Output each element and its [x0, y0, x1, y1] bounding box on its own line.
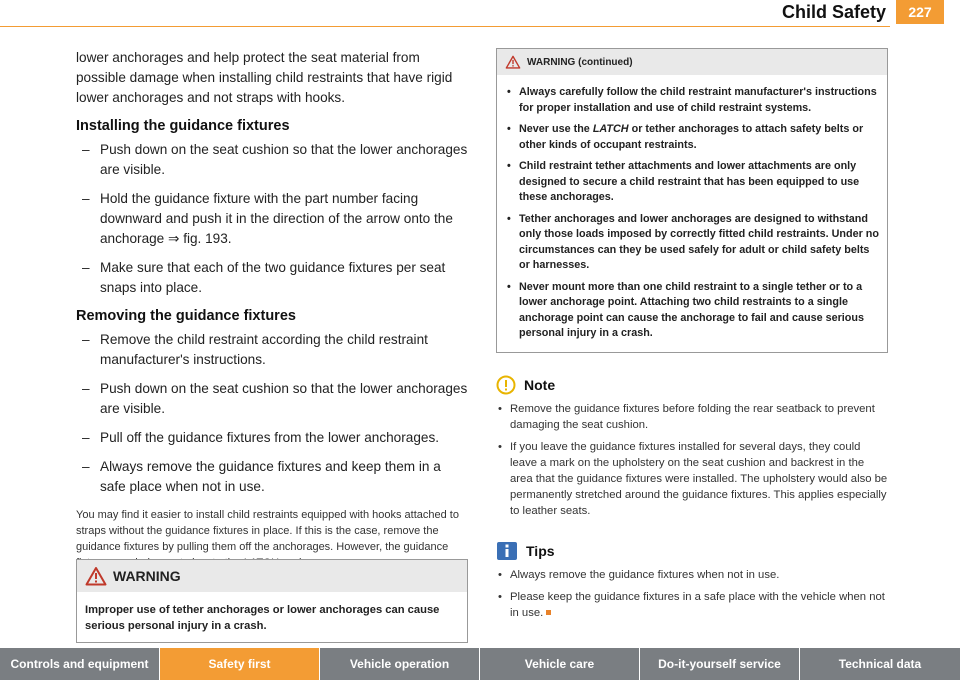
chapter-title: Child Safety [781, 2, 886, 22]
left-column [76, 48, 468, 571]
list-item: • Never use the LATCH or tether anchorages to attach safety belts or other kinds of occupant restraints. [505, 122, 879, 153]
list-item: – Push down on the seat cushion so that the lower anchorages are visible. [82, 381, 468, 416]
list-item: • Child restraint tether attachments and lower attachments are only designed to secure a child restraint that has been equipped to use these anchorages. [505, 159, 879, 206]
warning-text: Improper use of tether anchorages or lower anchorages can cause serious personal injury in a crash. [85, 604, 440, 632]
note-list [496, 401, 888, 519]
installing-steps [76, 140, 468, 298]
section-end-marker [546, 610, 551, 615]
warning-triangle-icon [85, 566, 107, 586]
list-item: • Remove the guidance fixtures before folding the rear seatback to prevent damaging the seat cushion. [496, 401, 888, 433]
list-item: – Remove the child restraint according the child restraint manufacturer's instructions. [82, 332, 428, 367]
right-column [496, 48, 888, 627]
list-item: • Always carefully follow the child restraint manufacturer's instructions for proper installation and use of child restraint systems. [505, 85, 879, 116]
header-divider [0, 26, 890, 27]
warning-bullets [497, 75, 887, 352]
warning-box [76, 559, 468, 643]
removing-heading: Removing the guidance fixtures [76, 308, 296, 324]
warning-triangle-icon [505, 55, 521, 69]
list-item: – Make sure that each of the two guidance fixtures per seat snaps into place. [82, 260, 446, 295]
tips-heading: Tips [496, 541, 888, 561]
footer-tab-care[interactable]: Vehicle care [480, 648, 640, 680]
warning-continued-box [496, 48, 888, 353]
page-number: 227 [896, 0, 944, 24]
footer-nav [0, 648, 960, 680]
warning-header: WARNING [77, 560, 467, 592]
list-item: – Always remove the guidance fixtures and keep them in a safe place when not in use. [82, 459, 441, 494]
footer-tab-operation[interactable]: Vehicle operation [320, 648, 480, 680]
note-heading: Note [496, 375, 888, 395]
exclamation-circle-icon [496, 375, 516, 395]
tips-list [496, 567, 888, 621]
list-item: • Tether anchorages and lower anchorages are designed to withstand only those loads imposed by correctly fitted child restraints. Under no circumstances can they be used safely for adult or child safety belts or harnesses. [505, 212, 879, 274]
info-icon [496, 541, 518, 561]
list-item: – Pull off the guidance fixtures from the lower anchorages. [82, 430, 440, 445]
footer-tab-technical[interactable]: Technical data [800, 648, 960, 680]
list-item: • Always remove the guidance fixtures when not in use. [496, 567, 888, 583]
footer-tab-diy[interactable]: Do-it-yourself service [640, 648, 800, 680]
installing-heading: Installing the guidance fixtures [76, 118, 290, 134]
list-item: • Never mount more than one child restraint to a single tether or to a lower anchorage point. Attaching two child restraints to a single anchorage point can cause the anchorage to fail and cause serious personal injury in a crash. [505, 280, 879, 342]
intro-paragraph: lower anchorages and help protect the seat material from possible damage when installing child restraints that have rigid lower anchorages and not straps with hooks. [76, 50, 453, 105]
footer-tab-safety[interactable]: Safety first [160, 648, 320, 680]
footer-tab-controls[interactable]: Controls and equipment [0, 648, 160, 680]
list-item: • Please keep the guidance fixtures in a safe place with the vehicle when not in use. [496, 589, 888, 621]
removing-steps [76, 330, 468, 497]
list-item: – Push down on the seat cushion so that the lower anchorages are visible. [82, 142, 468, 177]
list-item: • If you leave the guidance fixtures installed for several days, they could leave a mark on the upholstery on the seat cushion and backrest in the area that the guidance fixtures were installed. The upholstery would also be permanently stretched around the guidance fixtures. This applies especially to leather seats. [496, 439, 888, 519]
warning-continued-header: WARNING (continued) [497, 49, 887, 75]
latch-note: You may find it easier to install child restraints equipped with hooks attached to straps without the guidance fixtures in place. If this is the case, remove the guidance fixtures by pulling them off the anchorages. However, the guidance [76, 509, 459, 553]
list-item: – Hold the guidance fixture with the part number facing downward and push it in the direction of the arrow onto the anchorage ⇒ fig. 193. [82, 191, 453, 246]
